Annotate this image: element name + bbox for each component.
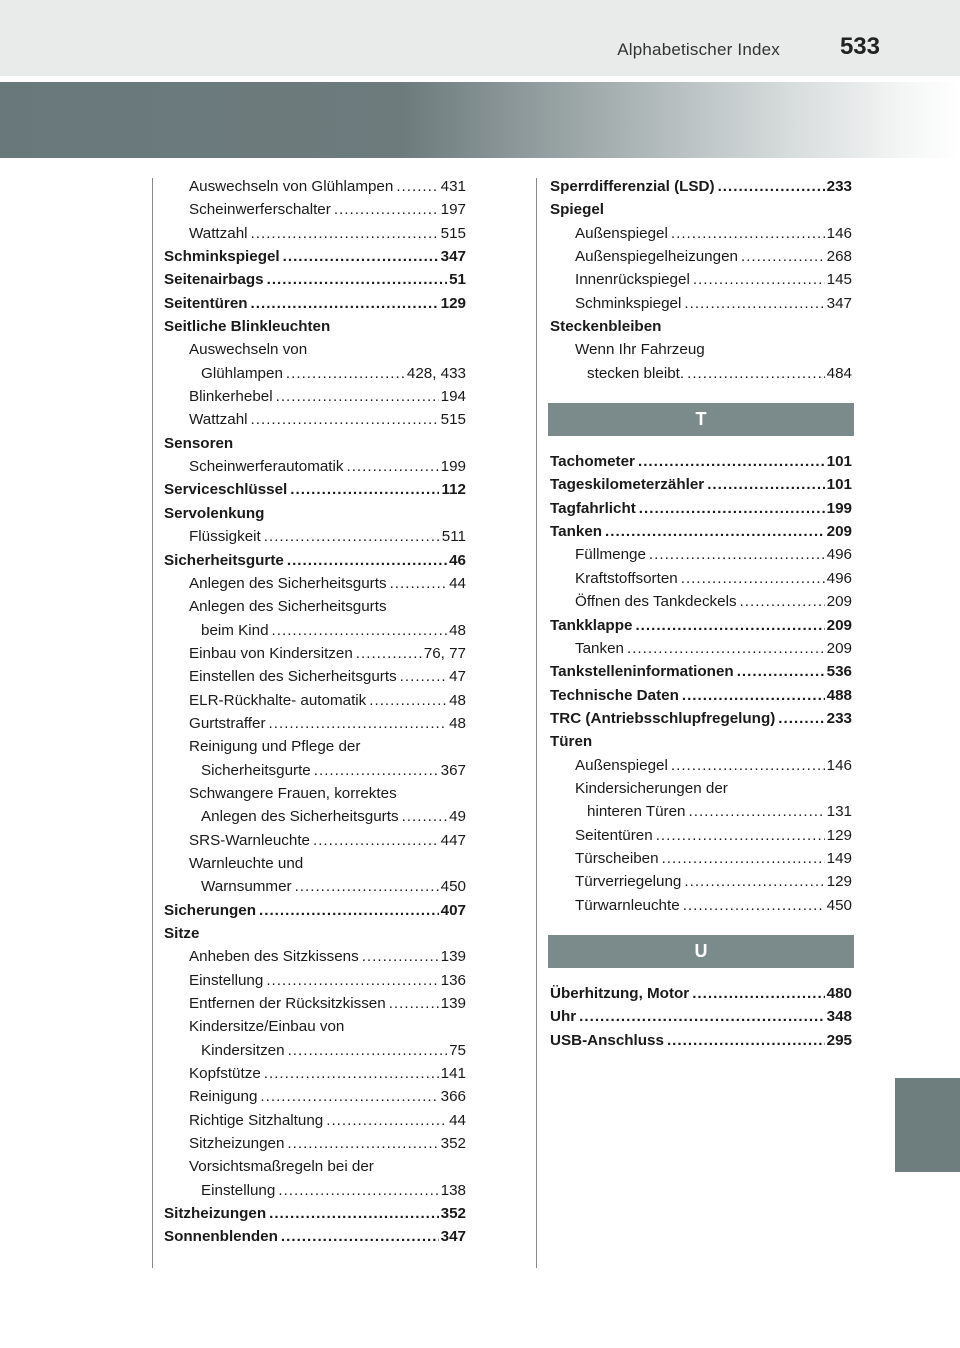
dot-leader [251, 292, 439, 315]
entry-label: Anlegen des Sicherheitsgurts [189, 598, 387, 616]
dot-leader [689, 800, 825, 823]
entry-label: USB-Anschluss [550, 1031, 664, 1049]
page-reference[interactable]: 209 [826, 616, 852, 634]
entry-label: Tankklappe [550, 616, 633, 634]
index-subentry[interactable] [164, 572, 466, 595]
dot-leader [681, 567, 825, 590]
index-subentry [164, 735, 466, 758]
dot-leader [684, 870, 824, 893]
dot-leader [283, 245, 439, 268]
index-subentry[interactable] [550, 268, 852, 291]
index-subentry[interactable] [550, 894, 852, 917]
entry-label: Kraftstoffsorten [575, 569, 678, 587]
index-entry[interactable] [550, 497, 852, 520]
page-reference[interactable]: 146 [826, 756, 852, 774]
entry-label: TRC (Antriebsschlupfregelung) [550, 709, 776, 727]
dot-leader [671, 754, 825, 777]
page-reference[interactable]: 484 [826, 364, 852, 382]
dot-leader [295, 875, 439, 898]
index-entry[interactable] [550, 684, 852, 707]
index-subentry [164, 1155, 466, 1178]
entry-label: Tanken [575, 639, 624, 657]
page-reference[interactable]: 129 [440, 294, 466, 312]
index-subentry[interactable] [550, 754, 852, 777]
header-gradient-band [0, 82, 960, 158]
page-header [0, 0, 960, 76]
index-subentry[interactable] [164, 992, 466, 1015]
index-subentry[interactable] [164, 455, 466, 478]
page-reference[interactable]: 352 [440, 1135, 466, 1153]
page-reference[interactable]: 75 [449, 1041, 466, 1059]
dot-leader [260, 1085, 438, 1108]
dot-leader [281, 1225, 439, 1248]
index-subentry[interactable] [550, 637, 852, 660]
dot-leader [390, 572, 448, 595]
page-reference[interactable]: 47 [449, 668, 466, 686]
index-subentry[interactable] [164, 619, 466, 642]
index-subentry [550, 338, 852, 361]
index-subentry[interactable] [550, 847, 852, 870]
entry-label: Anlegen des Sicherheitsgurts [201, 808, 399, 826]
entry-label: Tanken [550, 523, 603, 541]
index-subentry[interactable] [164, 198, 466, 221]
dot-leader [251, 222, 439, 245]
index-column-left [164, 175, 466, 1249]
page-reference[interactable]: 199 [440, 458, 466, 476]
dot-leader [579, 1005, 825, 1028]
index-subentry[interactable] [164, 1062, 466, 1085]
index-entry[interactable] [164, 478, 466, 501]
dot-leader [334, 198, 439, 221]
index-column-right [550, 175, 852, 1052]
entry-label: Kindersicherungen der [575, 779, 728, 797]
dot-leader [269, 1202, 439, 1225]
index-subentry[interactable] [164, 385, 466, 408]
index-subentry[interactable] [550, 245, 852, 268]
entry-label: Technische Daten [550, 686, 679, 704]
entry-label: Steckenbleiben [550, 318, 662, 336]
index-entry[interactable] [550, 1029, 852, 1052]
entry-label: Sitzheizungen [189, 1135, 285, 1153]
dot-leader [288, 1039, 448, 1062]
dot-leader [314, 759, 439, 782]
entry-label: Warnleuchte und [189, 854, 304, 872]
dot-leader [369, 689, 447, 712]
page-reference[interactable]: 233 [826, 709, 852, 727]
page-reference[interactable]: 51 [449, 271, 466, 289]
entry-label: Füllmenge [575, 546, 646, 564]
dot-leader [741, 245, 825, 268]
page-reference[interactable]: 46 [449, 551, 466, 569]
page-reference[interactable]: 480 [826, 984, 852, 1002]
entry-label: Vorsichtsmaßregeln bei der [189, 1158, 374, 1176]
entry-label: Türen [550, 733, 593, 751]
dot-leader [400, 665, 447, 688]
entry-label: Reinigung und Pflege der [189, 738, 361, 756]
page-reference[interactable]: 515 [440, 224, 466, 242]
page-reference[interactable]: 199 [826, 499, 852, 517]
page-reference[interactable]: 48 [449, 621, 466, 639]
entry-label: Innenrückspiegel [575, 271, 690, 289]
index-subentry[interactable] [164, 875, 466, 898]
page-reference[interactable]: 129 [826, 826, 852, 844]
page-reference[interactable]: 407 [440, 901, 466, 919]
page-reference[interactable]: 496 [826, 546, 852, 564]
page-reference[interactable]: 348 [826, 1008, 852, 1026]
page-reference[interactable]: 496 [826, 569, 852, 587]
index-subentry[interactable] [550, 824, 852, 847]
index-subentry[interactable] [164, 222, 466, 245]
entry-label: Glühlampen [201, 364, 283, 382]
page-reference[interactable]: 268 [826, 248, 852, 266]
page-reference[interactable]: 131 [826, 803, 852, 821]
column-divider-right [536, 178, 537, 1268]
page-reference[interactable]: 101 [826, 476, 852, 494]
entry-label: Einstellen des Sicherheitsgurts [189, 668, 397, 686]
dot-leader [251, 408, 439, 431]
index-subentry[interactable] [164, 1109, 466, 1132]
entry-label: Türwarnleuchte [575, 896, 680, 914]
entry-label: Servolenkung [164, 504, 265, 522]
page-reference[interactable]: 76, 77 [423, 644, 466, 662]
page-reference[interactable]: 295 [826, 1031, 852, 1049]
page-reference[interactable]: 194 [440, 388, 466, 406]
dot-leader [662, 847, 825, 870]
dot-leader [671, 222, 825, 245]
entry-label: Uhr [550, 1008, 577, 1026]
entry-label: Sensoren [164, 434, 234, 452]
index-subentry[interactable] [164, 1132, 466, 1155]
dot-leader [682, 684, 825, 707]
index-entry[interactable] [550, 614, 852, 637]
dot-leader [266, 969, 438, 992]
index-entry [164, 502, 466, 525]
dot-leader [635, 614, 824, 637]
page-reference[interactable]: 536 [826, 663, 852, 681]
page-reference[interactable]: 367 [440, 761, 466, 779]
page-reference[interactable]: 209 [826, 523, 852, 541]
dot-leader [269, 712, 448, 735]
index-subentry[interactable] [164, 712, 466, 735]
entry-label: Kopfstütze [189, 1065, 261, 1083]
index-entry [550, 315, 852, 338]
letter-section-header: T [548, 403, 854, 436]
page-reference[interactable]: 209 [826, 639, 852, 657]
page-reference[interactable]: 129 [826, 873, 852, 891]
index-subentry [164, 595, 466, 618]
page-reference[interactable]: 197 [440, 201, 466, 219]
dot-leader [707, 473, 824, 496]
dot-leader [740, 590, 825, 613]
index-subentry[interactable] [164, 759, 466, 782]
entry-label: Seitentüren [575, 826, 653, 844]
index-subentry[interactable] [164, 1039, 466, 1062]
entry-label: Seitliche Blinkleuchten [164, 318, 331, 336]
entry-label: Schwangere Frauen, korrektes [189, 784, 397, 802]
page-reference[interactable]: 136 [440, 971, 466, 989]
dot-leader [639, 497, 825, 520]
entry-label: Sitze [164, 925, 200, 942]
page-reference[interactable]: 138 [440, 1181, 466, 1199]
index-subentry [164, 852, 466, 875]
index-subentry[interactable] [550, 870, 852, 893]
index-subentry[interactable] [164, 642, 466, 665]
index-subentry[interactable] [550, 362, 852, 385]
index-subentry[interactable] [164, 969, 466, 992]
dot-leader [778, 707, 824, 730]
dot-leader [259, 899, 439, 922]
dot-leader [396, 175, 438, 198]
dot-leader [737, 660, 825, 683]
dot-leader [605, 520, 825, 543]
dot-leader [286, 362, 405, 385]
entry-label: Wattzahl [189, 224, 248, 242]
entry-label: Tankstelleninformationen [550, 663, 734, 681]
page-reference[interactable]: 347 [826, 294, 852, 312]
entry-label: Anheben des Sitzkissens [189, 948, 359, 966]
entry-label: Anlegen des Sicherheitsgurts [189, 574, 387, 592]
index-entry [550, 198, 852, 221]
index-entry[interactable] [164, 292, 466, 315]
entry-label: Sicherheitsgurte [201, 761, 311, 779]
index-subentry[interactable] [164, 408, 466, 431]
page-reference[interactable]: 112 [441, 481, 466, 499]
index-entry[interactable] [550, 175, 852, 198]
index-subentry[interactable] [164, 1179, 466, 1202]
entry-label: Seitenairbags [164, 271, 264, 289]
index-entry [164, 432, 466, 455]
index-entry[interactable] [550, 1005, 852, 1028]
page-reference[interactable]: 49 [449, 808, 466, 826]
entry-label: Sonnenblenden [164, 1228, 278, 1246]
index-entry[interactable] [164, 1202, 466, 1225]
page-reference[interactable]: 44 [449, 574, 466, 592]
letter-section-header: U [548, 935, 854, 968]
entry-label: Warnsummer [201, 878, 292, 896]
page-reference[interactable]: 233 [826, 178, 852, 195]
page-reference[interactable]: 347 [440, 248, 466, 266]
entry-label: Außenspiegel [575, 756, 668, 774]
entry-label: Einstellung [201, 1181, 276, 1199]
entry-label: Tagfahrlicht [550, 499, 636, 517]
entry-label: Scheinwerferschalter [189, 201, 331, 219]
entry-label: Wenn Ihr Fahrzeug [575, 341, 705, 359]
dot-leader [287, 1132, 438, 1155]
dot-leader [667, 1029, 825, 1052]
entry-label: Gurtstraffer [189, 714, 266, 732]
page-reference[interactable]: 139 [440, 995, 466, 1013]
page-reference[interactable]: 347 [440, 1228, 466, 1246]
chapter-side-tab [895, 1078, 960, 1172]
entry-label: Sicherungen [164, 901, 256, 919]
index-entry[interactable] [550, 520, 852, 543]
entry-label: Tachometer [550, 453, 635, 471]
entry-label: Entfernen der Rücksitzkissen [189, 995, 386, 1013]
entry-label: Türscheiben [575, 849, 659, 867]
index-entry [164, 315, 466, 338]
page-reference[interactable]: 149 [826, 849, 852, 867]
index-subentry [164, 338, 466, 361]
dot-leader [287, 549, 447, 572]
entry-label: Einstellung [189, 971, 264, 989]
entry-label: Serviceschlüssel [164, 481, 288, 499]
index-entry[interactable] [550, 450, 852, 473]
index-entry[interactable] [550, 660, 852, 683]
index-entry[interactable] [164, 899, 466, 922]
dot-leader [684, 292, 824, 315]
entry-label: Schminkspiegel [164, 248, 280, 266]
entry-label: Sperrdifferenzial (LSD) [550, 178, 715, 195]
dot-leader [356, 642, 422, 665]
dot-leader [638, 450, 825, 473]
index-subentry[interactable] [164, 689, 466, 712]
index-subentry[interactable] [164, 1085, 466, 1108]
entry-label: Kindersitzen [201, 1041, 285, 1059]
page-reference[interactable]: 48 [449, 714, 466, 732]
index-subentry[interactable] [164, 805, 466, 828]
entry-label: SRS-Warnleuchte [189, 831, 310, 849]
entry-label: Sicherheitsgurte [164, 551, 284, 569]
index-entry[interactable] [164, 549, 466, 572]
entry-label: stecken bleibt. [587, 364, 685, 382]
page-reference[interactable]: 352 [440, 1205, 466, 1223]
entry-label: Richtige Sitzhaltung [189, 1111, 324, 1129]
entry-label: Auswechseln von Glühlampen [189, 178, 394, 195]
entry-label: hinteren Türen [587, 803, 686, 821]
dot-leader [272, 619, 448, 642]
dot-leader [264, 525, 440, 548]
index-subentry[interactable] [164, 362, 466, 385]
page-reference[interactable]: 515 [440, 411, 466, 429]
entry-label: Auswechseln von [189, 341, 308, 359]
entry-label: Sitzheizungen [164, 1205, 267, 1223]
dot-leader [313, 829, 439, 852]
page-reference[interactable]: 431 [440, 178, 466, 195]
entry-label: Kindersitze/Einbau von [189, 1018, 345, 1036]
dot-leader [718, 175, 825, 198]
dot-leader [389, 992, 439, 1015]
entry-label: beim Kind [201, 621, 269, 639]
page-reference[interactable]: 146 [826, 224, 852, 242]
entry-label: ELR-Rückhalte- automatik [189, 691, 367, 709]
page-reference[interactable]: 488 [826, 686, 852, 704]
index-entry[interactable] [550, 473, 852, 496]
page-reference[interactable]: 139 [440, 948, 466, 966]
column-divider-left [152, 178, 153, 1268]
index-subentry[interactable] [164, 525, 466, 548]
dot-leader [649, 543, 825, 566]
page-reference[interactable]: 101 [826, 453, 852, 471]
page-reference[interactable]: 44 [449, 1111, 466, 1129]
index-entry[interactable] [164, 268, 466, 291]
entry-label: Schminkspiegel [575, 294, 682, 312]
page-reference[interactable]: 428, 433 [406, 364, 466, 382]
page-reference[interactable]: 48 [449, 691, 466, 709]
dot-leader [627, 637, 825, 660]
index-subentry[interactable] [164, 665, 466, 688]
dot-leader [264, 1062, 439, 1085]
dot-leader [326, 1109, 447, 1132]
index-subentry[interactable] [164, 945, 466, 968]
entry-label: Scheinwerferautomatik [189, 458, 344, 476]
index-subentry [164, 1015, 466, 1038]
dot-leader [267, 268, 447, 291]
entry-label: Reinigung [189, 1088, 258, 1106]
entry-label: Wattzahl [189, 411, 248, 429]
dot-leader [276, 385, 439, 408]
index-subentry [164, 782, 466, 805]
entry-label: Spiegel [550, 201, 605, 219]
index-subentry[interactable] [164, 829, 466, 852]
index-entry[interactable] [550, 982, 852, 1005]
page-reference[interactable]: 511 [441, 528, 466, 546]
index-subentry[interactable] [550, 292, 852, 315]
page-reference[interactable]: 450 [826, 896, 852, 914]
page-number: 533 [839, 33, 880, 60]
entry-label: Außenspiegelheizungen [575, 248, 738, 266]
entry-label: Flüssigkeit [189, 528, 261, 546]
dot-leader [687, 362, 825, 385]
dot-leader [290, 478, 439, 501]
entry-label: Einbau von Kindersitzen [189, 644, 353, 662]
index-subentry[interactable] [164, 175, 466, 198]
entry-label: Tageskilometerzähler [550, 476, 705, 494]
page-reference[interactable]: 141 [440, 1065, 466, 1083]
index-entry[interactable] [164, 1225, 466, 1248]
index-entry[interactable] [164, 245, 466, 268]
index-entry [164, 922, 466, 945]
page-reference[interactable]: 447 [440, 831, 466, 849]
dot-leader [402, 805, 448, 828]
index-entry [550, 730, 852, 753]
index-subentry[interactable] [550, 590, 852, 613]
dot-leader [362, 945, 439, 968]
page-reference[interactable]: 366 [440, 1088, 466, 1106]
entry-label: Öffnen des Tankdeckels [575, 593, 737, 611]
dot-leader [346, 455, 438, 478]
index-subentry[interactable] [550, 543, 852, 566]
dot-leader [656, 824, 825, 847]
dot-leader [692, 982, 824, 1005]
page-reference[interactable]: 450 [440, 878, 466, 896]
page-reference[interactable]: 209 [826, 593, 852, 611]
dot-leader [693, 268, 825, 291]
entry-label: Überhitzung, Motor [550, 984, 690, 1002]
entry-label: Seitentüren [164, 294, 248, 312]
index-subentry[interactable] [550, 222, 852, 245]
dot-leader [278, 1179, 438, 1202]
index-subentry[interactable] [550, 567, 852, 590]
entry-label: Türverriegelung [575, 873, 682, 891]
index-entry[interactable] [550, 707, 852, 730]
dot-leader [683, 894, 825, 917]
entry-label: Außenspiegel [575, 224, 668, 242]
section-title: Alphabetischer Index [617, 40, 780, 59]
entry-label: Blinkerhebel [189, 388, 273, 406]
page-reference[interactable]: 145 [826, 271, 852, 289]
index-subentry[interactable] [550, 800, 852, 823]
index-subentry [550, 777, 852, 800]
